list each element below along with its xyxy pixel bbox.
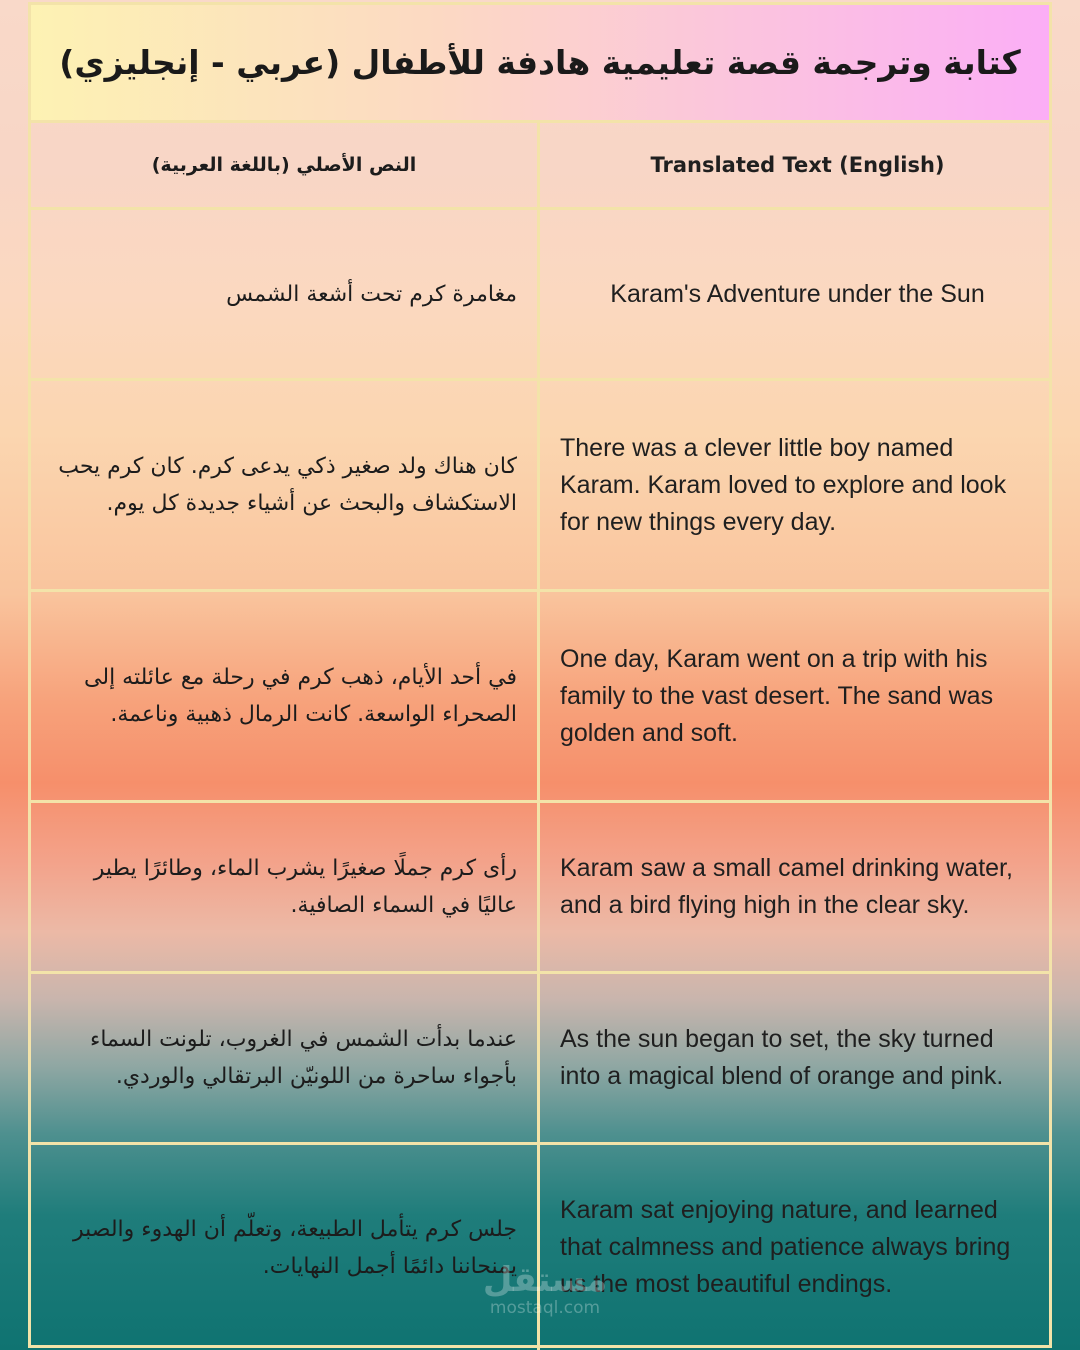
column-header-arabic: النص الأصلي (باللغة العربية): [31, 123, 540, 207]
table-row: [31, 803, 1049, 974]
watermark-url: mostaql.com: [489, 1298, 601, 1318]
english-text-cell: Karam saw a small camel drinking water, and a bird flying high in the clear sky.: [560, 854, 1013, 919]
table-row: [31, 974, 1049, 1145]
table-row: [31, 1145, 1049, 1350]
watermark-arabic-logo: مستقل: [482, 1260, 608, 1300]
page-title: كتابة وترجمة قصة تعليمية هادفة للأطفال (عربي - إنجليزي): [59, 43, 1021, 82]
english-text-cell: Karam sat enjoying nature, and learned that calmness and patience always bring us the most beautiful endings.: [560, 1196, 1011, 1298]
arabic-text-cell: كان هناك ولد صغير ذكي يدعى كرم. كان كرم يحب الاستكشاف والبحث عن أشياء جديدة كل يوم.: [31, 381, 540, 589]
translation-table: [31, 123, 1049, 1350]
english-text-cell: One day, Karam went on a trip with his family to the vast desert. The sand was golden and soft.: [560, 644, 994, 747]
english-text-cell: There was a clever little boy named Karam. Karam loved to explore and look for new things every day.: [560, 433, 1007, 536]
story-table-frame: [28, 2, 1052, 1348]
table-header-row: [31, 123, 1049, 210]
table-row: [31, 210, 1049, 381]
arabic-text-cell: مغامرة كرم تحت أشعة الشمس: [31, 210, 540, 378]
english-text-cell: As the sun began to set, the sky turned into a magical blend of orange and pink.: [560, 1025, 1004, 1090]
arabic-text-cell: رأى كرم جملًا صغيرًا يشرب الماء، وطائرًا يطير عاليًا في السماء الصافية.: [31, 803, 540, 971]
english-text-cell: Karam's Adventure under the Sun: [610, 279, 985, 308]
column-header-english: Translated Text (English): [650, 152, 945, 177]
title-banner: [31, 5, 1049, 123]
arabic-text-cell: عندما بدأت الشمس في الغروب، تلونت السماء بأجواء ساحرة من اللونيّن البرتقالي والوردي.: [31, 974, 540, 1142]
arabic-text-cell: في أحد الأيام، ذهب كرم في رحلة مع عائلته إلى الصحراء الواسعة. كانت الرمال ذهبية وناعمة.: [31, 592, 540, 800]
table-row: [31, 592, 1049, 803]
arabic-text-cell: جلس كرم يتأمل الطبيعة، وتعلّم أن الهدوء والصبر يمنحاننا دائمًا أجمل النهايات.: [31, 1145, 540, 1350]
table-row: [31, 381, 1049, 592]
